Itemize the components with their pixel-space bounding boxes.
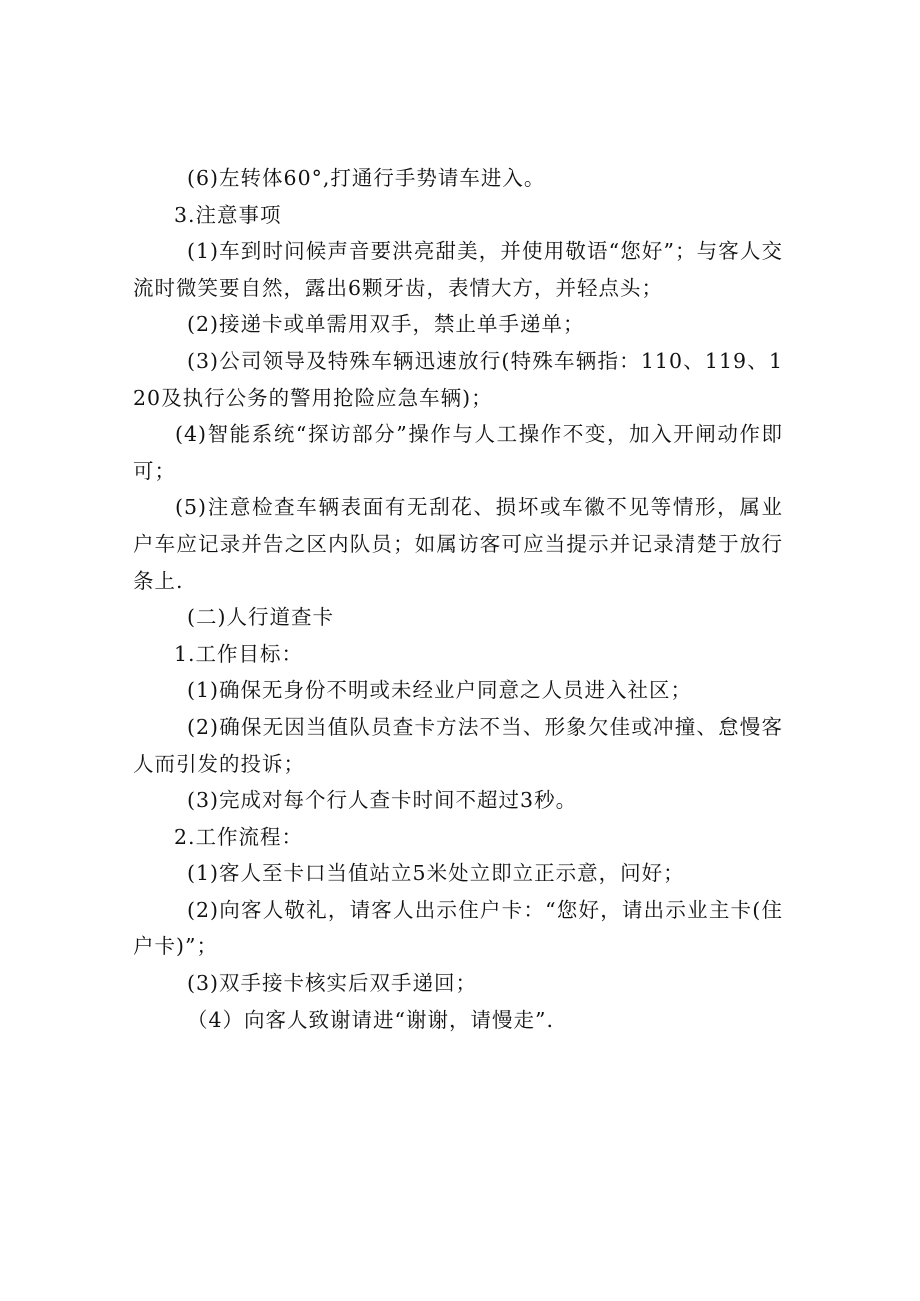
paragraph-goal-1: (1)确保无身份不明或未经业户同意之人员进入社区； xyxy=(187,678,693,703)
paragraph-goal-3: (3)完成对每个行人查卡时间不超过3秒。 xyxy=(187,788,578,813)
paragraph-process-2: (2)向客人敬礼，请客人出示住户卡：“您好，请出示业主卡(住户卡)”； xyxy=(133,897,783,959)
paragraph-process-3: (3)双手接卡核实后双手递回； xyxy=(187,971,478,996)
document-body xyxy=(133,160,783,1038)
paragraph-process-4: （4）向客人致谢请进“谢谢，请慢走”. xyxy=(187,1007,555,1032)
paragraph-step-6: (6)左转体60°,打通行手势请车进入。 xyxy=(187,166,546,190)
paragraph-goal-2: (2)确保无因当值队员查卡方法不当、形象欠佳或冲撞、怠慢客人而引发的投诉； xyxy=(133,714,783,776)
paragraph-note-2: (2)接递卡或单需用双手，禁止单手递单； xyxy=(187,312,585,337)
paragraph-note-4: (4)智能系统“探访部分”操作与人工操作不变，加入开闸动作即可； xyxy=(133,422,783,483)
heading-work-process: 2.工作流程： xyxy=(174,824,304,849)
paragraph-process-1: (1)客人至卡口当值站立5米处立即立正示意，问好； xyxy=(187,861,685,886)
paragraph-note-1: (1)车到时问候声音要洪亮甜美，并使用敬语“您好”；与客人交流时微笑要自然，露出6颗牙齿，表情大方，并轻点头； xyxy=(133,239,783,300)
paragraph-note-5: (5)注意检查车辆表面有无刮花、损坏或车徽不见等情形，属业户车应记录并告之区内队员；如属访客可应当提示并记录清楚于放行条上. xyxy=(133,495,783,593)
paragraph-note-3: (3)公司领导及特殊车辆迅速放行(特殊车辆指：110、119、120及执行公务的警用抢险应急车辆)； xyxy=(133,348,783,410)
heading-notes: 3.注意事项 xyxy=(174,202,282,227)
heading-work-goals: 1.工作目标： xyxy=(174,641,304,666)
heading-sidewalk-check: (二)人行道查卡 xyxy=(187,605,334,630)
